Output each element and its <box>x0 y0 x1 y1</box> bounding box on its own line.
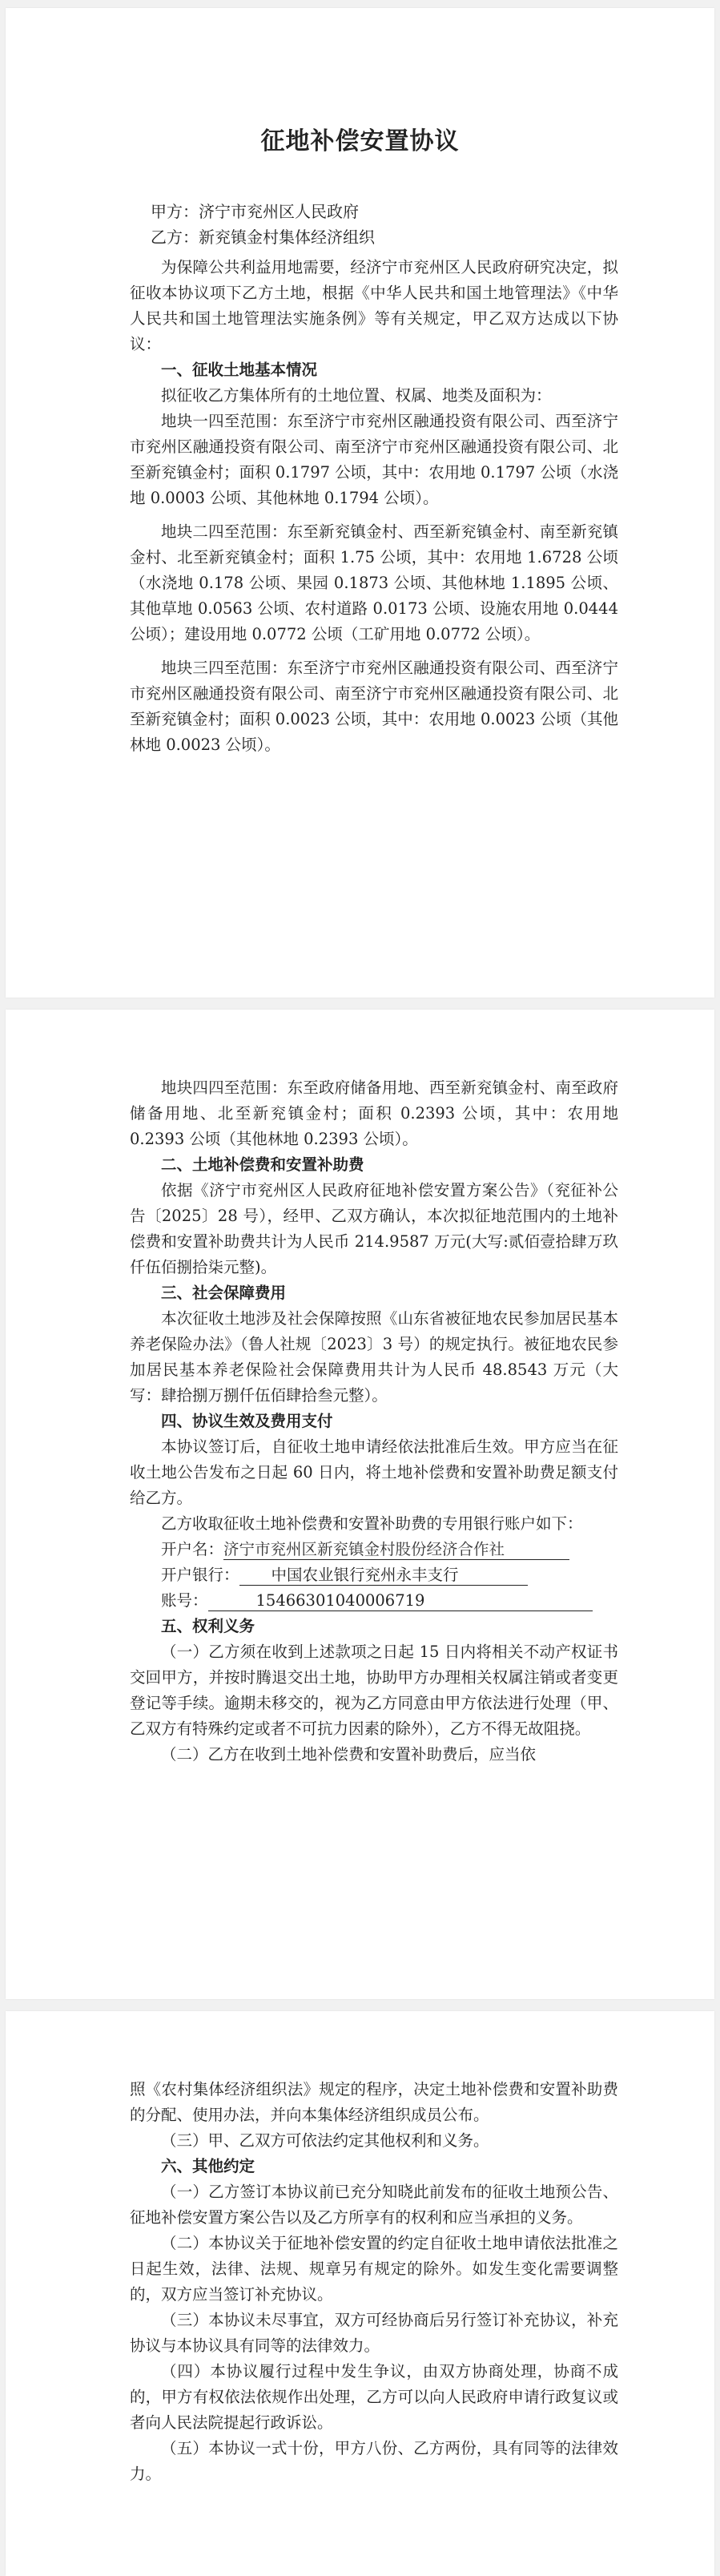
section-5-item-3: （三）甲、乙双方可依法约定其他权利和义务。 <box>161 2131 489 2150</box>
section-1-lead: 拟征收乙方集体所有的土地位置、权属、地类及面积为： <box>161 386 552 405</box>
plot-2-paragraph: 地块二四至范围：东至新兖镇金村、西至新兖镇金村、南至新兖镇金村、北至新兖镇金村；面积 1.75 公顷，其中：农用地 1.6728 公顷（水浇地 0.178 公顷、果园 0.1873 公顷、其他林地 1.1895 公顷、其他草地 0.0563 公顷、农村道路 0.0173 公顷、设施农用地 0.0444 公顷）；建设用地 0.0772 公顷（工矿用地 0.0772 公顷）。 <box>130 522 618 643</box>
account-name-row <box>130 1537 618 1562</box>
account-number-row <box>130 1588 618 1614</box>
page-1-body <box>130 199 618 758</box>
section-4-heading: 四、协议生效及费用支付 <box>161 1412 333 1430</box>
section-2-heading: 二、土地补偿费和安置补助费 <box>161 1155 364 1174</box>
plot-4-paragraph: 地块四四至范围：东至政府储备用地、西至新兖镇金村、南至政府储备用地、北至新兖镇金村；面积 0.2393 公顷，其中：农用地 0.2393 公顷（其他林地 0.2393 公顷）。 <box>130 1078 618 1148</box>
section-6-item-1: （一）乙方签订本协议前已充分知晓此前发布的征收土地预公告、征地补偿安置方案公告以及乙方所享有的权利和应当承担的义务。 <box>130 2183 618 2227</box>
account-name-value: 济宁市兖州区新兖镇金村股份经济合作社 <box>223 1540 569 1560</box>
bank-value: 中国农业银行兖州永丰支行 <box>239 1566 528 1586</box>
section-5-heading: 五、权利义务 <box>161 1617 255 1635</box>
document-page-2 <box>6 1010 714 1999</box>
section-1-heading: 一、征收土地基本情况 <box>161 361 318 379</box>
section-2-body: 依据《济宁市兖州区人民政府征地补偿安置方案公告》（兖征补公告〔2025〕28 号），经甲、乙双方确认，本次拟征地范围内的土地补偿费和安置补助费共计为人民币 214.9587 万元(大写:贰佰壹拾肆万玖仟伍佰捌拾柒元整)。 <box>130 1181 618 1276</box>
party-b: 乙方：新兖镇金村集体经济组织 <box>151 228 375 247</box>
page-2-body <box>130 1075 618 1768</box>
section-6-item-5: （五）本协议一式十份，甲方八份、乙方两份，具有同等的法律效力。 <box>130 2439 618 2483</box>
intro-paragraph: 为保障公共利益用地需要，经济宁市兖州区人民政府研究决定，拟征收本协议项下乙方土地，根据《中华人民共和国土地管理法》《中华人民共和国土地管理法实施条例》等有关规定，甲乙双方达成以下协议： <box>130 258 618 353</box>
section-6-item-2: （二）本协议关于征地补偿安置的约定自征收土地申请依法批准之日起生效，法律、法规、规章另有规定的除外。如发生变化需要调整的，双方应当签订补充协议。 <box>130 2234 618 2304</box>
section-6-heading: 六、其他约定 <box>161 2157 255 2175</box>
document-title: 征地补偿安置协议 <box>260 127 460 155</box>
document-page-1 <box>6 8 714 998</box>
account-number-value: 15466301040006719 <box>208 1591 593 1611</box>
section-6-item-4: （四）本协议履行过程中发生争议，由双方协商处理，协商不成的，甲方有权依法依规作出处理，乙方可以向人民政府申请行政复议或者向人民法院提起行政诉讼。 <box>130 2362 618 2432</box>
section-4-body-1: 本协议签订后，自征收土地申请经依法批准后生效。甲方应当在征收土地公告发布之日起 60 日内，将土地补偿费和安置补助费足额支付给乙方。 <box>130 1437 618 1507</box>
section-6-item-3: （三）本协议未尽事宜，双方可经协商后另行签订补充协议，补充协议与本协议具有同等的法律效力。 <box>130 2311 618 2355</box>
section-5-item-2-start: （二）乙方在收到土地补偿费和安置补助费后，应当依 <box>161 1745 537 1764</box>
document-page-3 <box>6 2011 714 2576</box>
account-name-label: 开户名： <box>161 1540 224 1558</box>
account-number-label: 账号： <box>161 1591 208 1610</box>
party-a: 甲方：济宁市兖州区人民政府 <box>151 202 359 221</box>
section-4-body-2: 乙方收取征收土地补偿费和安置补助费的专用银行账户如下： <box>161 1514 583 1533</box>
section-3-body: 本次征收土地涉及社会保障按照《山东省被征地农民参加居民基本养老保险办法》（鲁人社规〔2023〕3 号）的规定执行。被征地农民参加居民基本养老保险社会保障费用共计为人民币 48.8543 万元（大写：肆拾捌万捌仟伍佰肆拾叁元整）。 <box>130 1309 618 1405</box>
section-3-heading: 三、社会保障费用 <box>161 1284 287 1302</box>
section-5-item-1: （一）乙方须在收到上述款项之日起 15 日内将相关不动产权证书交回甲方，并按时腾退交出土地，协助甲方办理相关权属注销或者变更登记等手续。逾期未移交的，视为乙方同意由甲方依法进行处理（甲、乙双方有特殊约定或者不可抗力因素的除外），乙方不得无故阻挠。 <box>130 1643 618 1738</box>
bank-label: 开户银行： <box>161 1566 239 1584</box>
bank-row <box>130 1562 618 1588</box>
page-3-body <box>130 2077 618 2487</box>
section-5-item-2-cont: 照《农村集体经济组织法》规定的程序，决定土地补偿费和安置补助费的分配、使用办法，并向本集体经济组织成员公布。 <box>130 2080 618 2124</box>
plot-3-paragraph: 地块三四至范围：东至济宁市兖州区融通投资有限公司、西至济宁市兖州区融通投资有限公司、南至济宁市兖州区融通投资有限公司、北至新兖镇金村；面积 0.0023 公顷，其中：农用地 0.0023 公顷（其他林地 0.0023 公顷）。 <box>130 659 618 754</box>
plot-1-paragraph: 地块一四至范围：东至济宁市兖州区融通投资有限公司、西至济宁市兖州区融通投资有限公司、南至济宁市兖州区融通投资有限公司、北至新兖镇金村；面积 0.1797 公顷，其中：农用地 0.1797 公顷（水浇地 0.0003 公顷、其他林地 0.1794 公顷）。 <box>130 412 618 507</box>
